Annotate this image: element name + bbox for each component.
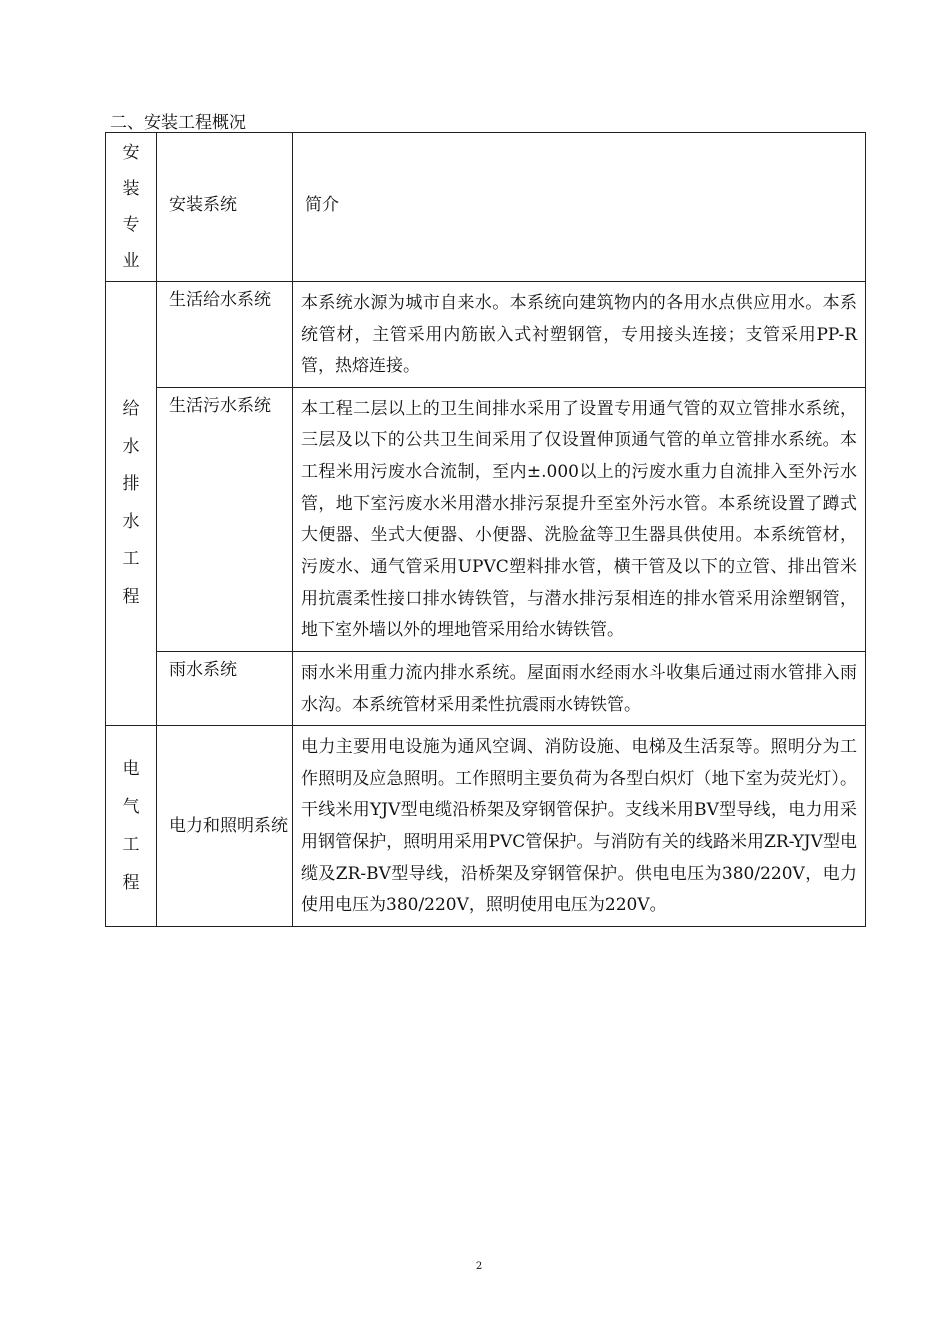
- header-major-label: 安装专业: [122, 143, 140, 271]
- table-row: [106, 726, 866, 927]
- major-cell-electrical: [106, 726, 157, 927]
- page-number: 2: [475, 1261, 483, 1272]
- major-label: 电气工程: [122, 758, 140, 893]
- header-system-label: 安装系统: [169, 195, 237, 215]
- table-row: [106, 282, 866, 388]
- system-name-cell: 生活给水系统: [157, 282, 293, 388]
- header-intro-label: 简介: [305, 195, 339, 215]
- description-cell: 本系统水源为城市自来水。本系统向建筑物内的各用水点供应用水。本系统管材，主管采用内筋嵌入式衬塑钢管，专用接头连接；支管采用PP-R管，热熔连接。: [293, 282, 866, 388]
- major-cell-plumbing: [106, 282, 157, 726]
- system-name-cell: 电力和照明系统: [157, 726, 293, 927]
- table-row: [106, 652, 866, 726]
- header-cell-intro: [293, 133, 866, 282]
- description-cell: 本工程二层以上的卫生间排水采用了设置专用通气管的双立管排水系统，三层及以下的公共卫生间采用了仅设置伸顶通气管的单立管排水系统。本工程米用污废水合流制，至内±.000以上的污废水重力自流排入至外污水管，地下室污废水米用潜水排污泵提升至室外污水管。本系统设置了蹲式大便器、坐式大便器、小便器、洗脸盆等卫生器具供使用。本系统管材，污废水、通气管采用UPVC塑料排水管，横干管及以下的立管、排出管米用抗震柔性接口排水铸铁管，与潜水排污泵相连的排水管采用涂塑钢管，地下室外墙以外的埋地管采用给水铸铁管。: [293, 387, 866, 652]
- description-cell: 雨水米用重力流内排水系统。屋面雨水经雨水斗收集后通过雨水管排入雨水沟。本系统管材采用柔性抗震雨水铸铁管。: [293, 652, 866, 726]
- section-heading: 二、安装工程概况: [110, 113, 246, 133]
- system-name-cell: 雨水系统: [157, 652, 293, 726]
- table-header-row: [106, 133, 866, 282]
- major-label: 给水排水工程: [122, 399, 140, 607]
- description-cell: 电力主要用电设施为通风空调、消防设施、电梯及生活泵等。照明分为工作照明及应急照明。工作照明主要负荷为各型白炽灯（地下室为荧光灯）。干线米用YJV型电缆沿桥架及穿钢管保护。支线米用BV型导线，电力用采用钢管保护，照明用采用PVC管保护。与消防有关的线路米用ZR-YJV型电缆及ZR-BV型导线，沿桥架及穿钢管保护。供电电压为380/220V，电力使用电压为380/220V，照明使用电压为220V。: [293, 726, 866, 927]
- header-cell-major: [106, 133, 157, 282]
- system-name-cell: 生活污水系统: [157, 387, 293, 652]
- table-row: [106, 387, 866, 652]
- header-cell-system: [157, 133, 293, 282]
- installation-overview-table: [105, 132, 866, 927]
